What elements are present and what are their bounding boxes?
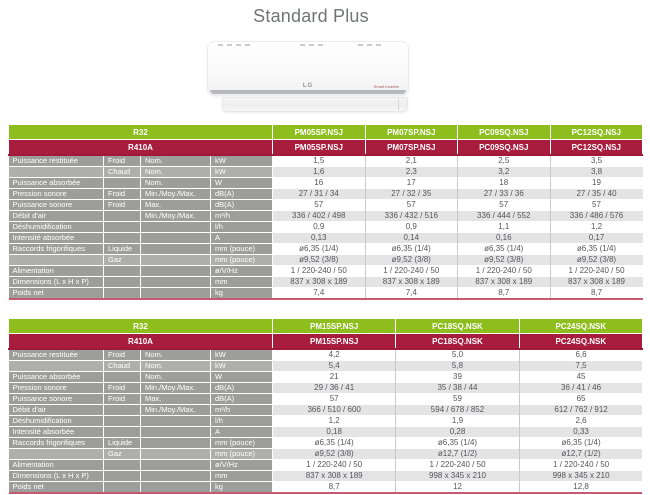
- row-qualifier: [141, 449, 211, 460]
- row-qualifier: Nom.: [141, 372, 211, 383]
- row-label: [9, 255, 104, 266]
- spec-value: 5,4: [273, 361, 396, 372]
- row-label: Pression sonore: [9, 189, 104, 200]
- row-label: [9, 167, 104, 178]
- row-qualifier: Nom.: [141, 155, 211, 167]
- row-mode: [104, 266, 141, 277]
- ac-unit-body: [207, 41, 409, 96]
- row-mode: [104, 427, 141, 438]
- row-unit: ø/V/Hz: [211, 266, 273, 277]
- spec-value: 57: [458, 200, 551, 211]
- row-mode: [104, 405, 141, 416]
- ac-vent-icon: [300, 44, 324, 46]
- row-unit: mm (pouce): [211, 255, 273, 266]
- table-row: [9, 200, 643, 211]
- spec-value: 998 x 345 x 210: [396, 471, 519, 482]
- row-mode: [104, 277, 141, 288]
- spec-value: 837 x 308 x 189: [458, 277, 551, 288]
- spec-value: ø9,52 (3/8): [365, 255, 458, 266]
- row-unit: kW: [211, 349, 273, 361]
- row-mode: Gaz: [104, 255, 141, 266]
- row-qualifier: Nom.: [141, 167, 211, 178]
- ac-unit-image: [207, 41, 409, 113]
- spec-value: 1,9: [396, 416, 519, 427]
- spec-value: 7,5: [519, 361, 642, 372]
- spec-value: 5,8: [396, 361, 519, 372]
- spec-value: 336 / 402 / 498: [273, 211, 366, 222]
- row-mode: [104, 416, 141, 427]
- spec-value: 8,7: [273, 482, 396, 494]
- spec-value: 0,17: [550, 233, 643, 244]
- row-label: Puissance restituée: [9, 155, 104, 167]
- spec-value: 21: [273, 372, 396, 383]
- spec-value: 612 / 762 / 912: [519, 405, 642, 416]
- row-unit: W: [211, 178, 273, 189]
- row-qualifier: Min./Moy./Max.: [141, 211, 211, 222]
- row-label: Poids net: [9, 288, 104, 300]
- table-row: [9, 178, 643, 189]
- spec-value: 0,16: [458, 233, 551, 244]
- row-label: Débit d'air: [9, 211, 104, 222]
- row-label: Pression sonore: [9, 383, 104, 394]
- spec-value: 27 / 31 / 34: [273, 189, 366, 200]
- spec-value: 1 / 220-240 / 50: [273, 460, 396, 471]
- spec-value: 17: [365, 178, 458, 189]
- table-row: [9, 449, 643, 460]
- model-header: PM15SP.NSJ: [273, 319, 396, 334]
- row-mode: [104, 211, 141, 222]
- spec-value: ø9,52 (3/8): [458, 255, 551, 266]
- table-row: [9, 372, 643, 383]
- row-unit: dB(A): [211, 200, 273, 211]
- smart-inverter-badge: Smart Inverter: [373, 84, 399, 89]
- row-label: Alimentation: [9, 266, 104, 277]
- row-qualifier: [141, 438, 211, 449]
- spec-value: 1,6: [273, 167, 366, 178]
- spec-value: 7,4: [365, 288, 458, 300]
- model-header: PM05SP.NSJ: [273, 125, 366, 140]
- model-header: PM07SP.NSJ: [365, 125, 458, 140]
- spec-value: 1 / 220-240 / 50: [550, 266, 643, 277]
- ac-vent-icon: [218, 44, 254, 46]
- spec-value: ø6,35 (1/4): [273, 438, 396, 449]
- row-mode: [104, 178, 141, 189]
- row-label: Poids net: [9, 482, 104, 494]
- spec-value: ø9,52 (3/8): [273, 449, 396, 460]
- table-row: [9, 394, 643, 405]
- spec-value: 18: [458, 178, 551, 189]
- spec-value: 57: [273, 394, 396, 405]
- spec-value: 0,33: [519, 427, 642, 438]
- row-mode: Gaz: [104, 449, 141, 460]
- spec-value: 65: [519, 394, 642, 405]
- table-row: [9, 482, 643, 494]
- table-row: [9, 471, 643, 482]
- row-mode: Chaud: [104, 167, 141, 178]
- spec-value: 366 / 510 / 600: [273, 405, 396, 416]
- row-qualifier: Nom.: [141, 349, 211, 361]
- row-mode: [104, 471, 141, 482]
- row-unit: mm: [211, 471, 273, 482]
- spec-value: 998 x 345 x 210: [519, 471, 642, 482]
- spec-value: ø6,35 (1/4): [458, 244, 551, 255]
- row-label: Déshumidification: [9, 222, 104, 233]
- row-mode: [104, 233, 141, 244]
- spec-value: 0,18: [273, 427, 396, 438]
- row-qualifier: [141, 427, 211, 438]
- spec-value: 1 / 220-240 / 50: [365, 266, 458, 277]
- row-mode: Liquide: [104, 244, 141, 255]
- spec-value: 7,4: [273, 288, 366, 300]
- row-label: Intensité absorbée: [9, 233, 104, 244]
- model-header: PM05SP.NSJ: [273, 140, 366, 156]
- spec-value: 3,5: [550, 155, 643, 167]
- row-qualifier: [141, 233, 211, 244]
- refrigerant-r410a-header: R410A: [9, 140, 273, 156]
- refrigerant-r32-header: R32: [9, 125, 273, 140]
- table-row: [9, 266, 643, 277]
- row-unit: A: [211, 427, 273, 438]
- spec-table-r32-small-models: [8, 124, 643, 300]
- row-unit: kW: [211, 361, 273, 372]
- spec-value: 1 / 220-240 / 50: [396, 460, 519, 471]
- spec-value: 27 / 35 / 40: [550, 189, 643, 200]
- row-unit: dB(A): [211, 394, 273, 405]
- row-mode: Froid: [104, 189, 141, 200]
- row-unit: mm (pouce): [211, 438, 273, 449]
- row-unit: A: [211, 233, 273, 244]
- row-mode: Froid: [104, 383, 141, 394]
- table-row: [9, 233, 643, 244]
- row-label: Puissance absorbée: [9, 372, 104, 383]
- model-header: PC09SQ.NSJ: [458, 125, 551, 140]
- row-unit: m³/h: [211, 211, 273, 222]
- table-row: [9, 405, 643, 416]
- row-qualifier: [141, 222, 211, 233]
- row-qualifier: Min./Moy./Max.: [141, 405, 211, 416]
- spec-value: ø9,52 (3/8): [273, 255, 366, 266]
- spec-value: ø12,7 (1/2): [396, 449, 519, 460]
- spec-value: 35 / 38 / 44: [396, 383, 519, 394]
- row-unit: ø/V/Hz: [211, 460, 273, 471]
- row-qualifier: [141, 416, 211, 427]
- row-label: Puissance restituée: [9, 349, 104, 361]
- row-qualifier: [141, 482, 211, 494]
- spec-value: 1 / 220-240 / 50: [458, 266, 551, 277]
- row-qualifier: [141, 255, 211, 266]
- row-unit: l/h: [211, 416, 273, 427]
- row-unit: mm (pouce): [211, 449, 273, 460]
- row-label: Puissance sonore: [9, 394, 104, 405]
- spec-value: 0,9: [365, 222, 458, 233]
- ac-vent-flap: [222, 97, 408, 112]
- spec-value: 8,7: [458, 288, 551, 300]
- spec-value: 1,5: [273, 155, 366, 167]
- model-header: PC18SQ.NSK: [396, 319, 519, 334]
- model-header: PC18SQ.NSK: [396, 334, 519, 350]
- row-label: Puissance absorbée: [9, 178, 104, 189]
- row-qualifier: Max.: [141, 200, 211, 211]
- row-mode: Liquide: [104, 438, 141, 449]
- spec-value: 0,13: [273, 233, 366, 244]
- spec-value: 27 / 33 / 36: [458, 189, 551, 200]
- row-mode: [104, 222, 141, 233]
- row-label: Dimensions (L x H x P): [9, 471, 104, 482]
- spec-value: 39: [396, 372, 519, 383]
- row-qualifier: Max.: [141, 394, 211, 405]
- spec-value: 1,2: [273, 416, 396, 427]
- refrigerant-r32-header: R32: [9, 319, 273, 334]
- spec-value: ø6,35 (1/4): [365, 244, 458, 255]
- row-unit: kW: [211, 167, 273, 178]
- spec-value: 5,0: [396, 349, 519, 361]
- spec-value: 19: [550, 178, 643, 189]
- spec-value: 12,8: [519, 482, 642, 494]
- row-label: Alimentation: [9, 460, 104, 471]
- spec-value: ø6,35 (1/4): [550, 244, 643, 255]
- row-label: [9, 361, 104, 372]
- spec-value: 29 / 36 / 41: [273, 383, 396, 394]
- table-row: [9, 349, 643, 361]
- model-header: PC24SQ.NSK: [519, 334, 642, 350]
- row-mode: [104, 482, 141, 494]
- spec-value: 57: [273, 200, 366, 211]
- ac-vent-icon: [358, 44, 382, 46]
- lg-logo: LG: [302, 83, 314, 89]
- model-header: PC09SQ.NSJ: [458, 140, 551, 156]
- row-unit: kg: [211, 288, 273, 300]
- spec-value: 2,6: [519, 416, 642, 427]
- spec-value: 837 x 308 x 189: [550, 277, 643, 288]
- spec-table-r32-large-models: [8, 318, 643, 494]
- spec-value: 594 / 678 / 852: [396, 405, 519, 416]
- spec-value: 2,3: [365, 167, 458, 178]
- spec-value: 837 x 308 x 189: [365, 277, 458, 288]
- table-row: [9, 427, 643, 438]
- row-label: [9, 449, 104, 460]
- row-qualifier: [141, 460, 211, 471]
- row-unit: kW: [211, 155, 273, 167]
- spec-value: 837 x 308 x 189: [273, 277, 366, 288]
- ac-flap-divider: [398, 99, 399, 110]
- spec-value: 0,28: [396, 427, 519, 438]
- row-mode: [104, 372, 141, 383]
- row-label: Déshumidification: [9, 416, 104, 427]
- spec-value: 1,1: [458, 222, 551, 233]
- spec-value: 59: [396, 394, 519, 405]
- spec-value: 16: [273, 178, 366, 189]
- row-mode: Chaud: [104, 361, 141, 372]
- spec-value: 1 / 220-240 / 50: [273, 266, 366, 277]
- spec-value: 57: [550, 200, 643, 211]
- spec-value: 2,5: [458, 155, 551, 167]
- table-row: [9, 383, 643, 394]
- row-label: Raccords frigorifiques: [9, 438, 104, 449]
- spec-value: 12: [396, 482, 519, 494]
- row-unit: dB(A): [211, 383, 273, 394]
- row-unit: kg: [211, 482, 273, 494]
- table-row: [9, 222, 643, 233]
- spec-value: 27 / 32 / 35: [365, 189, 458, 200]
- table-row: [9, 277, 643, 288]
- row-label: Raccords frigorifiques: [9, 244, 104, 255]
- spec-value: 4,2: [273, 349, 396, 361]
- table-row: [9, 189, 643, 200]
- row-qualifier: [141, 244, 211, 255]
- row-mode: Froid: [104, 394, 141, 405]
- spec-value: 8,7: [550, 288, 643, 300]
- spec-value: ø6,35 (1/4): [396, 438, 519, 449]
- row-unit: dB(A): [211, 189, 273, 200]
- table-row: [9, 460, 643, 471]
- spec-value: 2,1: [365, 155, 458, 167]
- ac-bottom-strip: [210, 90, 406, 94]
- table-row: [9, 244, 643, 255]
- spec-value: 336 / 444 / 552: [458, 211, 551, 222]
- row-unit: W: [211, 372, 273, 383]
- spec-value: 36 / 41 / 46: [519, 383, 642, 394]
- spec-value: 6,6: [519, 349, 642, 361]
- row-label: Dimensions (L x H x P): [9, 277, 104, 288]
- model-header: PM15SP.NSJ: [273, 334, 396, 350]
- row-label: Puissance sonore: [9, 200, 104, 211]
- spec-value: 57: [365, 200, 458, 211]
- row-unit: mm (pouce): [211, 244, 273, 255]
- row-qualifier: [141, 471, 211, 482]
- row-mode: Froid: [104, 349, 141, 361]
- row-label: Débit d'air: [9, 405, 104, 416]
- spec-value: 336 / 432 / 516: [365, 211, 458, 222]
- spec-value: 45: [519, 372, 642, 383]
- row-unit: mm: [211, 277, 273, 288]
- refrigerant-r410a-header: R410A: [9, 334, 273, 350]
- spec-value: ø9,52 (3/8): [550, 255, 643, 266]
- spec-value: 0,14: [365, 233, 458, 244]
- spec-value: 837 x 308 x 189: [273, 471, 396, 482]
- row-qualifier: [141, 266, 211, 277]
- spec-value: 336 / 486 / 576: [550, 211, 643, 222]
- row-qualifier: [141, 277, 211, 288]
- table-row: [9, 438, 643, 449]
- spec-value: ø6,35 (1/4): [273, 244, 366, 255]
- row-unit: m³/h: [211, 405, 273, 416]
- model-header: PC12SQ.NSJ: [550, 125, 643, 140]
- row-label: Intensité absorbée: [9, 427, 104, 438]
- model-header: PC24SQ.NSK: [519, 319, 642, 334]
- model-header: PM07SP.NSJ: [365, 140, 458, 156]
- row-qualifier: Nom.: [141, 361, 211, 372]
- spec-value: 3,2: [458, 167, 551, 178]
- spec-value: 1 / 220-240 / 50: [519, 460, 642, 471]
- table-row: [9, 288, 643, 300]
- row-unit: l/h: [211, 222, 273, 233]
- spec-value: 0,9: [273, 222, 366, 233]
- row-qualifier: Min./Moy./Max.: [141, 189, 211, 200]
- table-row: [9, 255, 643, 266]
- spec-value: ø12,7 (1/2): [519, 449, 642, 460]
- table-row: [9, 211, 643, 222]
- table-row: [9, 416, 643, 427]
- row-mode: [104, 288, 141, 300]
- spec-value: 1,2: [550, 222, 643, 233]
- table-row: [9, 167, 643, 178]
- spec-value: ø6,35 (1/4): [519, 438, 642, 449]
- table-row: [9, 361, 643, 372]
- row-mode: [104, 460, 141, 471]
- page-title: Standard Plus: [253, 6, 369, 26]
- row-mode: Froid: [104, 155, 141, 167]
- model-header: PC12SQ.NSJ: [550, 140, 643, 156]
- row-qualifier: Nom.: [141, 178, 211, 189]
- row-mode: Froid: [104, 200, 141, 211]
- row-qualifier: [141, 288, 211, 300]
- row-qualifier: Min./Moy./Max.: [141, 383, 211, 394]
- table-row: [9, 155, 643, 167]
- spec-value: 3,8: [550, 167, 643, 178]
